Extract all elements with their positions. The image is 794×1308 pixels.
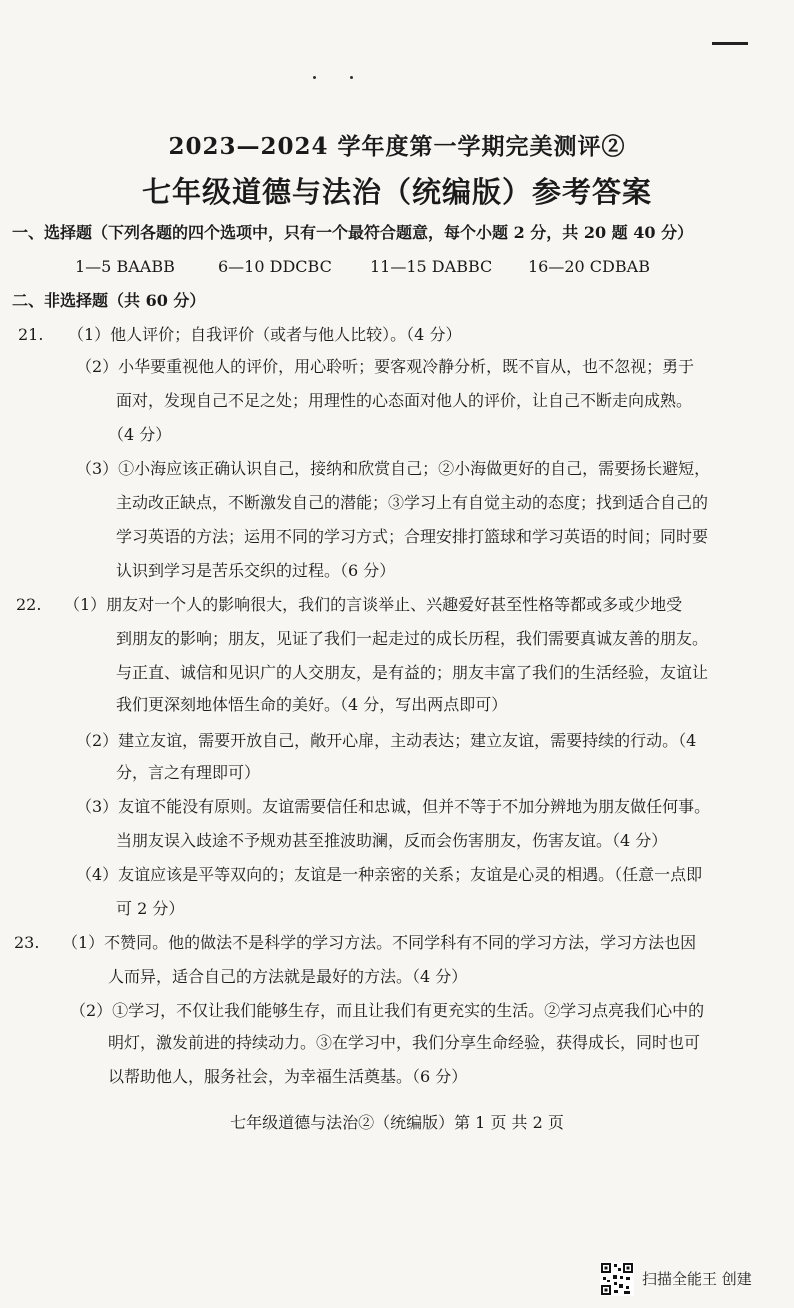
answer-line: （1）朋友对一个人的影响很大，我们的言谈举止、兴趣爱好甚至性格等都或多或少地受	[64, 595, 683, 614]
scan-dot	[313, 76, 316, 79]
answer-line: 明灯，激发前进的持续动力。③在学习中，我们分享生命经验，获得成长，同时也可	[108, 1033, 701, 1052]
section-heading-choice: 一、选择题（下列各题的四个选项中，只有一个最符合题意，每个小题 2 分，共 20 题 40 分）	[12, 223, 694, 242]
answer-line: （2）小华要重视他人的评价，用心聆听；要客观冷静分析，既不盲从，也不忽视；勇于	[76, 357, 695, 376]
answer-line: 面对，发现自己不足之处；用理性的心态面对他人的评价，让自己不断走向成熟。	[116, 391, 693, 410]
answer-line: 分，言之有理即可）	[116, 763, 261, 782]
answer-line: 人而异，适合自己的方法就是最好的方法。（4 分）	[108, 967, 468, 986]
answer-group: 16—20 CDBAB	[528, 257, 650, 276]
answer-line: 学习英语的方法；运用不同的学习方式；合理安排打篮球和学习英语的时间；同时要	[116, 527, 709, 546]
answer-line: 以帮助他人，服务社会，为幸福生活奠基。（6 分）	[108, 1067, 468, 1086]
page-footer: 七年级道德与法治②（统编版）第 1 页 共 2 页	[230, 1113, 564, 1132]
answer-line: 到朋友的影响；朋友，见证了我们一起走过的成长历程，我们需要真诚友善的朋友。	[116, 629, 709, 648]
answer-line: 与正直、诚信和见识广的人交朋友，是有益的；朋友丰富了我们的生活经验，友谊让	[116, 663, 709, 682]
question-number: 23.	[14, 933, 40, 952]
answer-line: 我们更深刻地体悟生命的美好。（4 分，写出两点即可）	[116, 695, 508, 714]
answer-line: （1）他人评价；自我评价（或者与他人比较）。（4 分）	[68, 325, 462, 344]
corner-mark	[712, 42, 748, 45]
answer-group: 1—5 BAABB	[75, 257, 175, 276]
answer-line: （2）①学习，不仅让我们能够生存，而且让我们有更充实的生活。②学习点亮我们心中的	[70, 1001, 705, 1020]
answer-line: （3）友谊不能没有原则。友谊需要信任和忠诚，但并不等于不加分辨地为朋友做任何事。	[76, 797, 711, 816]
answer-line: （1）不赞同。他的做法不是科学的学习方法。不同学科有不同的学习方法，学习方法也因	[62, 933, 697, 952]
answer-line: （2）建立友谊，需要开放自己，敞开心扉，主动表达；建立友谊，需要持续的行动。（4	[76, 731, 697, 750]
scan-dot	[350, 76, 353, 79]
answer-line: （3）①小海应该正确认识自己，接纳和欣赏自己；②小海做更好的自己，需要扬长避短，	[76, 459, 711, 478]
question-number: 21.	[18, 325, 44, 344]
answer-line: （4 分）	[108, 425, 172, 444]
answer-line: 主动改正缺点，不断激发自己的潜能；③学习上有自觉主动的态度；找到适合自己的	[116, 493, 709, 512]
answer-group: 11—15 DABBC	[370, 257, 493, 276]
section-heading-open: 二、非选择题（共 60 分）	[12, 291, 206, 310]
answer-group: 6—10 DDCBC	[218, 257, 332, 276]
answer-line: 认识到学习是苦乐交织的过程。（6 分）	[116, 561, 396, 580]
qr-code-icon	[600, 1262, 634, 1296]
scanner-watermark: 扫描全能王 创建	[642, 1270, 752, 1288]
answer-line: （4）友谊应该是平等双向的；友谊是一种亲密的关系；友谊是心灵的相遇。（任意一点即	[76, 865, 703, 884]
question-number: 22.	[16, 595, 42, 614]
answer-line: 当朋友误入歧途不予规劝甚至推波助澜，反而会伤害朋友，伤害友谊。（4 分）	[116, 831, 668, 850]
page-subtitle: 七年级道德与法治（统编版）参考答案	[141, 175, 652, 209]
answer-line: 可 2 分）	[116, 899, 185, 918]
page-title: 2023—2024 学年度第一学期完美测评②	[168, 133, 626, 160]
